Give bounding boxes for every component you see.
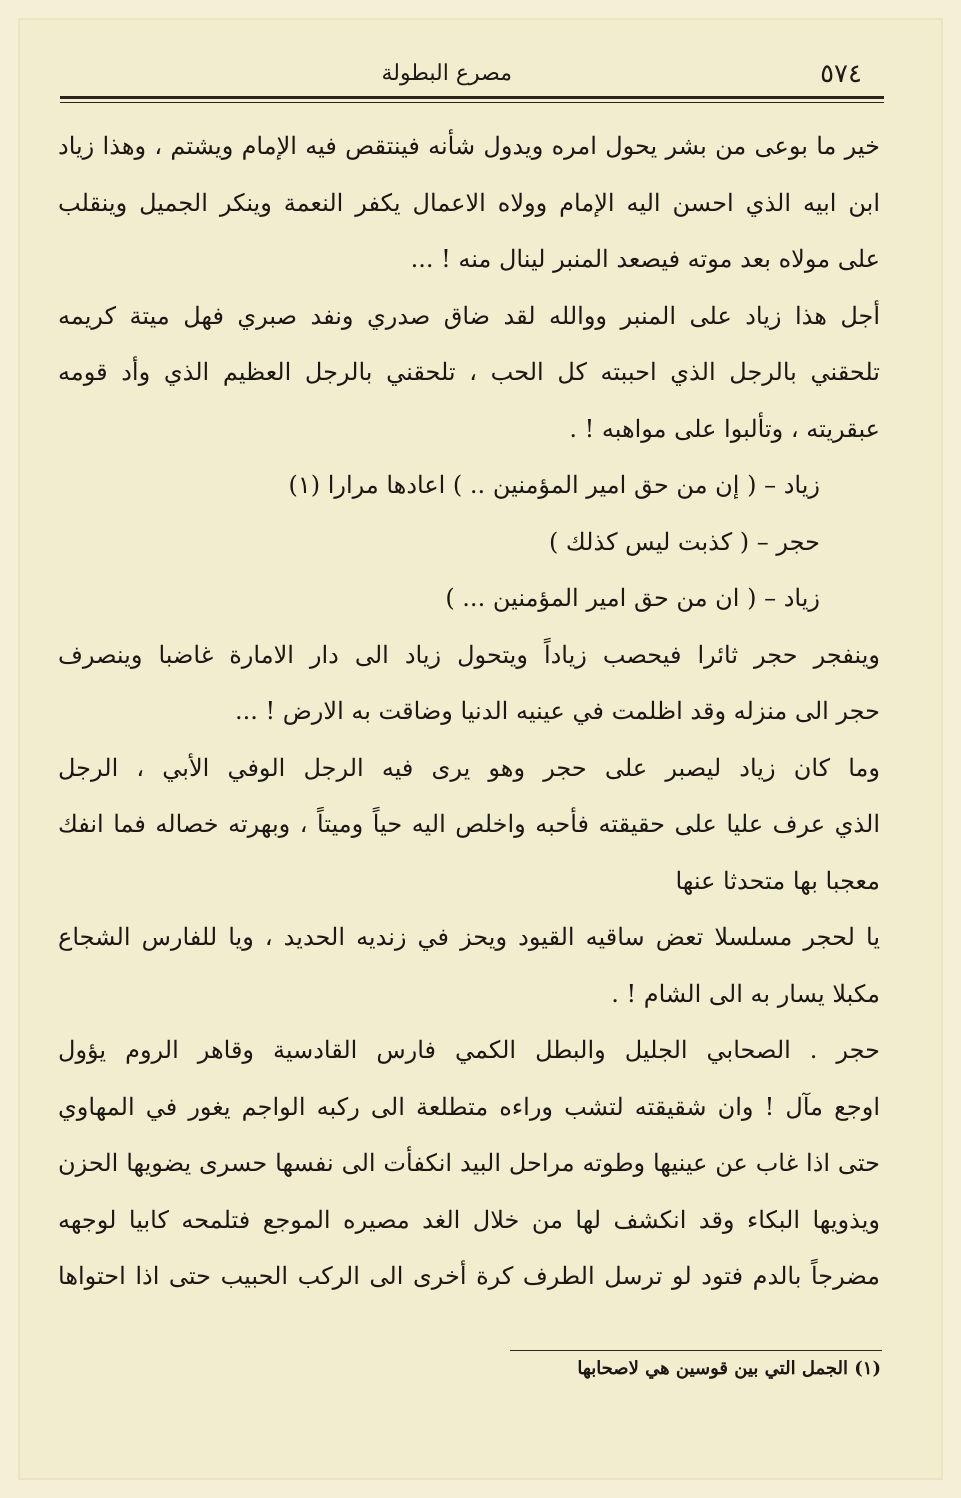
text-line: على مولاه بعد موته فيصعد المنبر لينال منه ! ... xyxy=(410,245,880,273)
header-rule-thin xyxy=(60,102,884,103)
text-line: وينفجر حجر ثائرا فيحصب زياداً ويتحول زياد الى دار الامارة غاضبا وينصرف xyxy=(58,640,880,669)
text-line: مضرجاً بالدم فتود لو ترسل الطرف كرة أخرى الى الركب الحبيب حتى اذا احتواها xyxy=(58,1262,880,1290)
text-line: الذي عرف عليا على حقيقته فأحبه واخلص اليه حياً وميتاً ، وبهرته خصاله فما انفك xyxy=(58,810,880,838)
running-title: مصرع البطولة xyxy=(381,61,512,86)
text-line: أجل هذا زياد على المنبر ووالله لقد ضاق صدري ونفد صبري فهل ميتة كريمه xyxy=(58,301,880,330)
text-line: حتى اذا غاب عن عينيها وطوته مراحل البيد انكفأت الى نفسها حسرى يضويها الحزن xyxy=(58,1149,880,1177)
text-line: يا لحجر مسلسلا تعض ساقيه القيود ويحز في زنديه الحديد ، ويا للفارس الشجاع xyxy=(58,923,880,951)
text-line: تلحقني بالرجل الذي احببته كل الحب ، تلحقني بالرجل العظيم الذي وأد قومه xyxy=(58,358,880,386)
dialogue-line: زياد – ( إن من حق امير المؤمنين .. ) اعادها مرارا (١) xyxy=(288,471,820,499)
text-line: اوجع مآل ! وان شقيقته لتشب وراءه متطلعة الى ركبه الواجم يغور في المهاوي xyxy=(58,1092,880,1121)
text-line: خير ما بوعى من بشر يحول امره ويدول شأنه فينتقص فيه الإمام ويشتم ، وهذا زياد xyxy=(58,132,880,160)
text-line: وما كان زياد ليصبر على حجر وهو يرى فيه الرجل الوفي الأبي ، الرجل xyxy=(58,753,880,782)
header-rule xyxy=(60,96,884,99)
footnote: (١) الجمل التي بين قوسين هي لاصحابها xyxy=(577,1358,881,1379)
text-line: حجر الى منزله وقد اظلمت في عينيه الدنيا وضاقت به الارض ! ... xyxy=(235,697,880,725)
body-text xyxy=(58,118,880,1305)
page-header xyxy=(60,55,882,95)
dialogue-line: زياد – ( ان من حق امير المؤمنين ... ) xyxy=(445,584,820,612)
footnote-rule xyxy=(510,1350,882,1351)
dialogue-line: حجر – ( كذبت ليس كذلك ) xyxy=(548,527,820,556)
page-number: ٥٧٤ xyxy=(820,59,862,89)
text-line: ابن ابيه الذي احسن اليه الإمام وولاه الاعمال يكفر النعمة وينكر الجميل وينقلب xyxy=(58,188,880,217)
text-line: ويذويها البكاء وقد انكشف لها من خلال الغد مصيره الموجع فتلمحه كابيا لوجهه xyxy=(58,1205,880,1234)
text-line: حجر . الصحابي الجليل والبطل الكمي فارس القادسية وقاهر الروم يؤول xyxy=(58,1036,880,1064)
text-line: عبقريته ، وتألبوا على مواهبه ! . xyxy=(569,414,880,443)
text-line: معجبا بها متحدثا عنها xyxy=(675,866,880,895)
text-line: مكبلا يسار به الى الشام ! . xyxy=(611,979,880,1008)
